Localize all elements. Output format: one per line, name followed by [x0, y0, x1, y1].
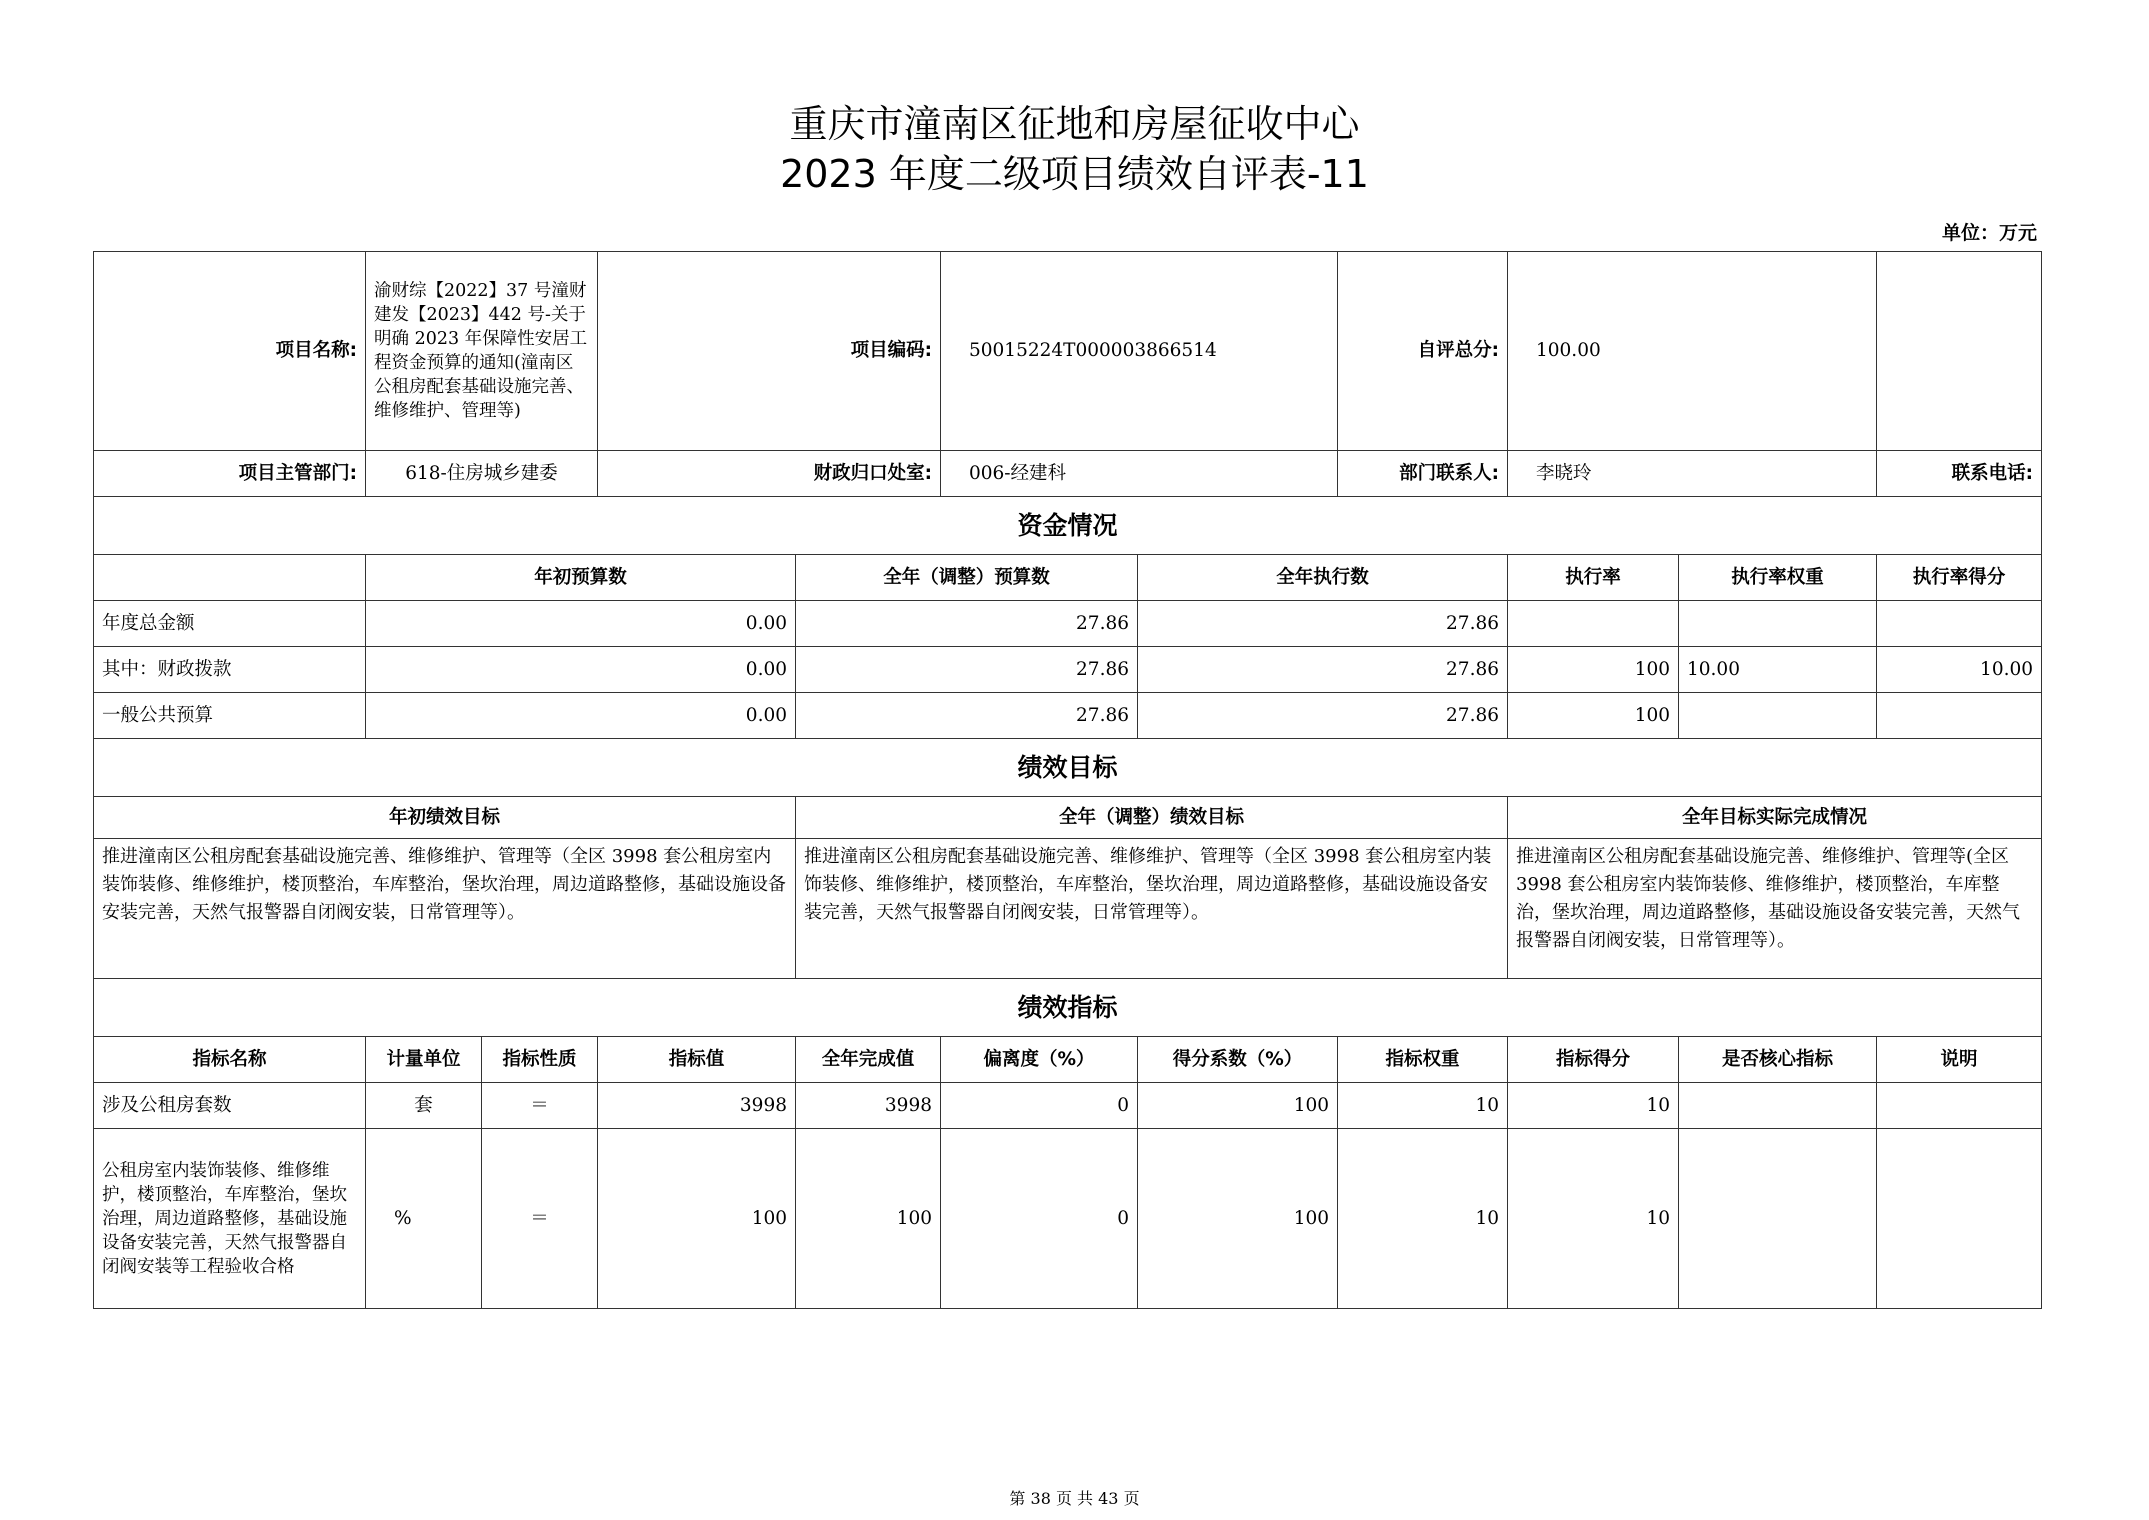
indicator-header: 是否核心指标: [1679, 1037, 1877, 1083]
phone-label: 联系电话:: [1877, 451, 2042, 497]
funds-header: 执行率权重: [1679, 555, 1877, 601]
funds-rate: 100: [1508, 693, 1679, 739]
evaluation-table: [93, 251, 2042, 1309]
dept-label: 项目主管部门:: [94, 451, 366, 497]
indicator-header: 说明: [1877, 1037, 2042, 1083]
dept-row: [94, 451, 2042, 497]
funds-rate: [1508, 601, 1679, 647]
indicator-weight: 10: [1338, 1083, 1508, 1129]
finance-label: 财政归口处室:: [598, 451, 941, 497]
indicators-section-row: [94, 979, 2042, 1037]
indicator-core: [1679, 1083, 1877, 1129]
funds-initial: 0.00: [366, 693, 796, 739]
indicator-target: 3998: [598, 1083, 796, 1129]
indicator-header: 偏离度（%）: [941, 1037, 1138, 1083]
self-score-value: 100.00: [1508, 252, 1877, 451]
funds-adjusted: 27.86: [796, 601, 1138, 647]
page-title: 重庆市潼南区征地和房屋征收中心: [789, 102, 1360, 146]
funds-row-name: 其中：财政拨款: [94, 647, 366, 693]
indicator-nature: ＝: [482, 1129, 598, 1309]
indicator-note: [1877, 1129, 2042, 1309]
funds-initial: 0.00: [366, 601, 796, 647]
empty-cell: [1877, 252, 2042, 451]
indicator-nature: ＝: [482, 1083, 598, 1129]
empty-cell: [94, 555, 366, 601]
project-name-label: 项目名称:: [94, 252, 366, 451]
indicator-header: 得分系数（%）: [1138, 1037, 1338, 1083]
goal-actual-text: 推进潼南区公租房配套基础设施完善、维修维护、管理等(全区 3998 套公租房室内装饰装修、维修维护，楼顶整治，车库整治，堡坎治理，周边道路整修，基础设施设备安装完善，天然气报警器自闭阀安装，日常管理等）。: [1508, 839, 2042, 979]
indicator-row: [94, 1129, 2042, 1309]
page-subtitle: 2023 年度二级项目绩效自评表-11: [780, 152, 1369, 196]
project-code-value: 50015224T000003866514: [941, 252, 1338, 451]
indicator-header: 指标得分: [1508, 1037, 1679, 1083]
contact-value: 李晓玲: [1508, 451, 1877, 497]
indicator-deviation: 0: [941, 1129, 1138, 1309]
funds-score: [1877, 601, 2042, 647]
goals-header-row: [94, 797, 2042, 839]
dept-value: 618-住房城乡建委: [366, 451, 598, 497]
indicator-header: 全年完成值: [796, 1037, 941, 1083]
funds-score: 10.00: [1877, 647, 2042, 693]
indicator-header: 指标权重: [1338, 1037, 1508, 1083]
unit-label: 单位：万元: [1941, 222, 2037, 244]
indicator-header: 计量单位: [366, 1037, 482, 1083]
funds-initial: 0.00: [366, 647, 796, 693]
project-row: [94, 252, 2042, 451]
contact-label: 部门联系人:: [1338, 451, 1508, 497]
indicator-score: 10: [1508, 1083, 1679, 1129]
funds-header: 全年执行数: [1138, 555, 1508, 601]
indicator-core: [1679, 1129, 1877, 1309]
indicator-note: [1877, 1083, 2042, 1129]
funds-header: 全年（调整）预算数: [796, 555, 1138, 601]
funds-adjusted: 27.86: [796, 647, 1138, 693]
funds-header-row: [94, 555, 2042, 601]
funds-header: 执行率: [1508, 555, 1679, 601]
indicator-weight: 10: [1338, 1129, 1508, 1309]
indicator-coef: 100: [1138, 1129, 1338, 1309]
goal-adjusted-text: 推进潼南区公租房配套基础设施完善、维修维护、管理等（全区 3998 套公租房室内装饰装修、维修维护，楼顶整治，车库整治，堡坎治理，周边道路整修，基础设施设备安装完善，天然气报警器自闭阀安装，日常管理等）。: [796, 839, 1508, 979]
indicator-coef: 100: [1138, 1083, 1338, 1129]
indicator-unit: %: [366, 1129, 482, 1309]
goals-header: 全年目标实际完成情况: [1508, 797, 2042, 839]
indicators-section-title: 绩效指标: [94, 979, 2042, 1037]
indicator-target: 100: [598, 1129, 796, 1309]
indicators-header-row: [94, 1037, 2042, 1083]
funds-section-title: 资金情况: [94, 497, 2042, 555]
funds-row-name: 一般公共预算: [94, 693, 366, 739]
project-code-label: 项目编码:: [598, 252, 941, 451]
goal-initial-text: 推进潼南区公租房配套基础设施完善、维修维护、管理等（全区 3998 套公租房室内装饰装修、维修维护，楼顶整治，车库整治，堡坎治理，周边道路整修，基础设施设备安装完善，天然气报警器自闭阀安装，日常管理等）。: [94, 839, 796, 979]
funds-row-name: 年度总金额: [94, 601, 366, 647]
funds-weight: [1679, 601, 1877, 647]
funds-executed: 27.86: [1138, 647, 1508, 693]
indicator-header: 指标名称: [94, 1037, 366, 1083]
indicator-header: 指标值: [598, 1037, 796, 1083]
funds-weight: [1679, 693, 1877, 739]
indicator-actual: 3998: [796, 1083, 941, 1129]
funds-adjusted: 27.86: [796, 693, 1138, 739]
indicator-name: 公租房室内装饰装修、维修维护，楼顶整治，车库整治，堡坎治理，周边道路整修，基础设施设备安装完善，天然气报警器自闭阀安装等工程验收合格: [94, 1129, 366, 1309]
funds-rate: 100: [1508, 647, 1679, 693]
indicator-deviation: 0: [941, 1083, 1138, 1129]
funds-score: [1877, 693, 2042, 739]
goals-section-title: 绩效目标: [94, 739, 2042, 797]
project-name-value: 渝财综【2022】37 号潼财建发【2023】442 号-关于明确 2023 年保障性安居工程资金预算的通知(潼南区公租房配套基础设施完善、维修维护、管理等): [366, 252, 598, 451]
funds-executed: 27.86: [1138, 693, 1508, 739]
indicator-score: 10: [1508, 1129, 1679, 1309]
goals-content-row: [94, 839, 2042, 979]
funds-executed: 27.86: [1138, 601, 1508, 647]
goals-header: 全年（调整）绩效目标: [796, 797, 1508, 839]
indicator-actual: 100: [796, 1129, 941, 1309]
indicator-row: [94, 1083, 2042, 1129]
finance-value: 006-经建科: [941, 451, 1338, 497]
goals-header: 年初绩效目标: [94, 797, 796, 839]
funds-row: [94, 693, 2042, 739]
indicator-header: 指标性质: [482, 1037, 598, 1083]
funds-section-row: [94, 497, 2042, 555]
funds-weight: 10.00: [1679, 647, 1877, 693]
indicator-unit: 套: [366, 1083, 482, 1129]
funds-header: 年初预算数: [366, 555, 796, 601]
funds-header: 执行率得分: [1877, 555, 2042, 601]
funds-row: [94, 601, 2042, 647]
page-number: 第 38 页 共 43 页: [1009, 1489, 1140, 1508]
indicator-name: 涉及公租房套数: [94, 1083, 366, 1129]
goals-section-row: [94, 739, 2042, 797]
self-score-label: 自评总分:: [1338, 252, 1508, 451]
funds-row: [94, 647, 2042, 693]
